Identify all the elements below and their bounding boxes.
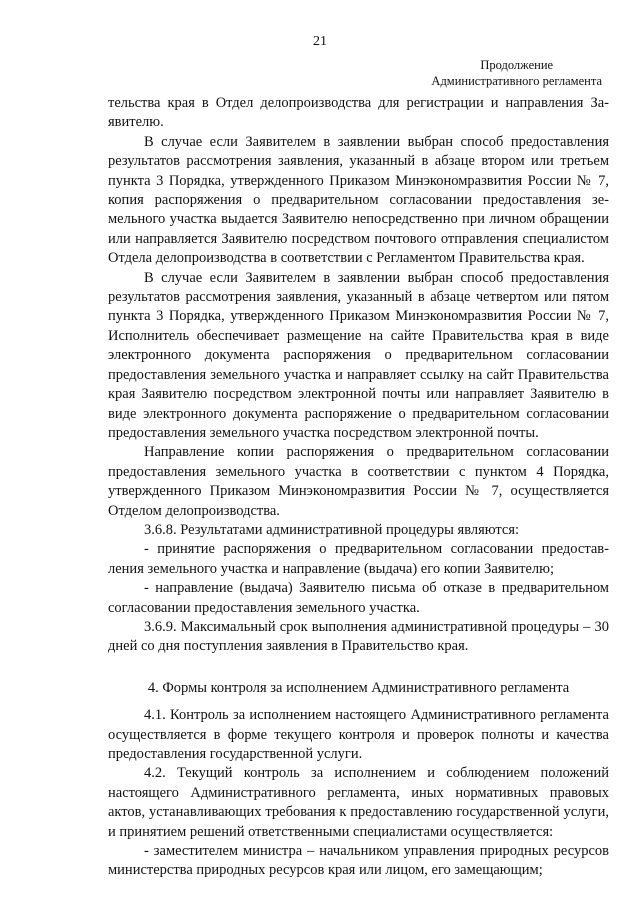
page-number: 21 — [313, 34, 327, 49]
running-header-line-2: Административного регламента — [431, 74, 602, 88]
paragraph: В случае если Заявителем в заявлении выбран способ предоставления результатов рассмотрения заявления, указанный в абзаце втором или третьем пункта 3 Порядка, утвержденного Приказом Минэкономразвития России № 7, копия распоряжения о предварительном согласовании предоставления земельного участка выдается Заявителю непосредственно при личном обращении или направляется Заявителю посредством почтового отправления специалистом Отдела делопроизводства в соответствии с Регламентом Правительства края. — [108, 133, 609, 267]
paragraph-clause-4-1: 4.1. Контроль за исполнением настоящего Административного регламента осуществляется в форме текущего контроля и проверок полноты и качества предоставления государственной услуги. — [108, 707, 609, 762]
paragraph-continuation: тельства края в Отдел делопроизводства для регистрации и направления Заявителю. — [108, 95, 609, 131]
paragraph-clause-3-6-8: 3.6.8. Результатами административной процедуры являются: — [144, 521, 520, 538]
paragraph: Направление копии распоряжения о предварительном согласовании предоставления земельного участка в соответствии с пунктом 4 Порядка, утвержденного Приказом Минэкономразвития России № 7, осуществляется Отделом делопроизводства. — [108, 444, 609, 519]
section-heading: 4. Формы контроля за исполнением Административного регламента — [147, 679, 570, 696]
list-item: - принятие распоряжения о предварительном согласовании предоставления земельного участка и направление (выдача) его копии Заявителю; — [108, 541, 609, 577]
list-item: - заместителем министра – начальником управления природных ресурсов министерства природных ресурсов края или лицом, его замещающим; — [108, 843, 609, 879]
running-header — [431, 57, 602, 89]
document-body — [108, 94, 609, 881]
paragraph: В случае если Заявителем в заявлении выбран способ предоставления результатов рассмотрения заявления, указанный в абзаце четвертом или пятом пункта 3 Порядка, утвержденного Приказом Минэкономразвития России № 7, Исполнитель обеспечивает размещение на сайте Правительства края в виде электронного документа распоряжения о предварительном согласовании предоставления земельного участка и направляет ссылку на сайт Правительства края Заявителю посредством электронной почты или направляет Заявителю в виде электронного документа распоряжение о предварительном согласовании предоставления земельного участка посредством электронной почты. — [108, 269, 609, 441]
paragraph-clause-4-2: 4.2. Текущий контроль за исполнением и соблюдением положений настоящего Административного регламента, иных нормативных правовых актов, устанавливающих требования к предоставлению государственной услуги, и принятием решений ответственными специалистами осуществляется: — [108, 765, 609, 840]
running-header-line-1: Продолжение — [480, 58, 554, 72]
list-item: - направление (выдача) Заявителю письма об отказе в предварительном согласовании предоставления земельного участка. — [108, 580, 609, 616]
paragraph-clause-3-6-9: 3.6.9. Максимальный срок выполнения административной процедуры – 30 дней со дня поступления заявления в Правительство края. — [108, 618, 609, 655]
